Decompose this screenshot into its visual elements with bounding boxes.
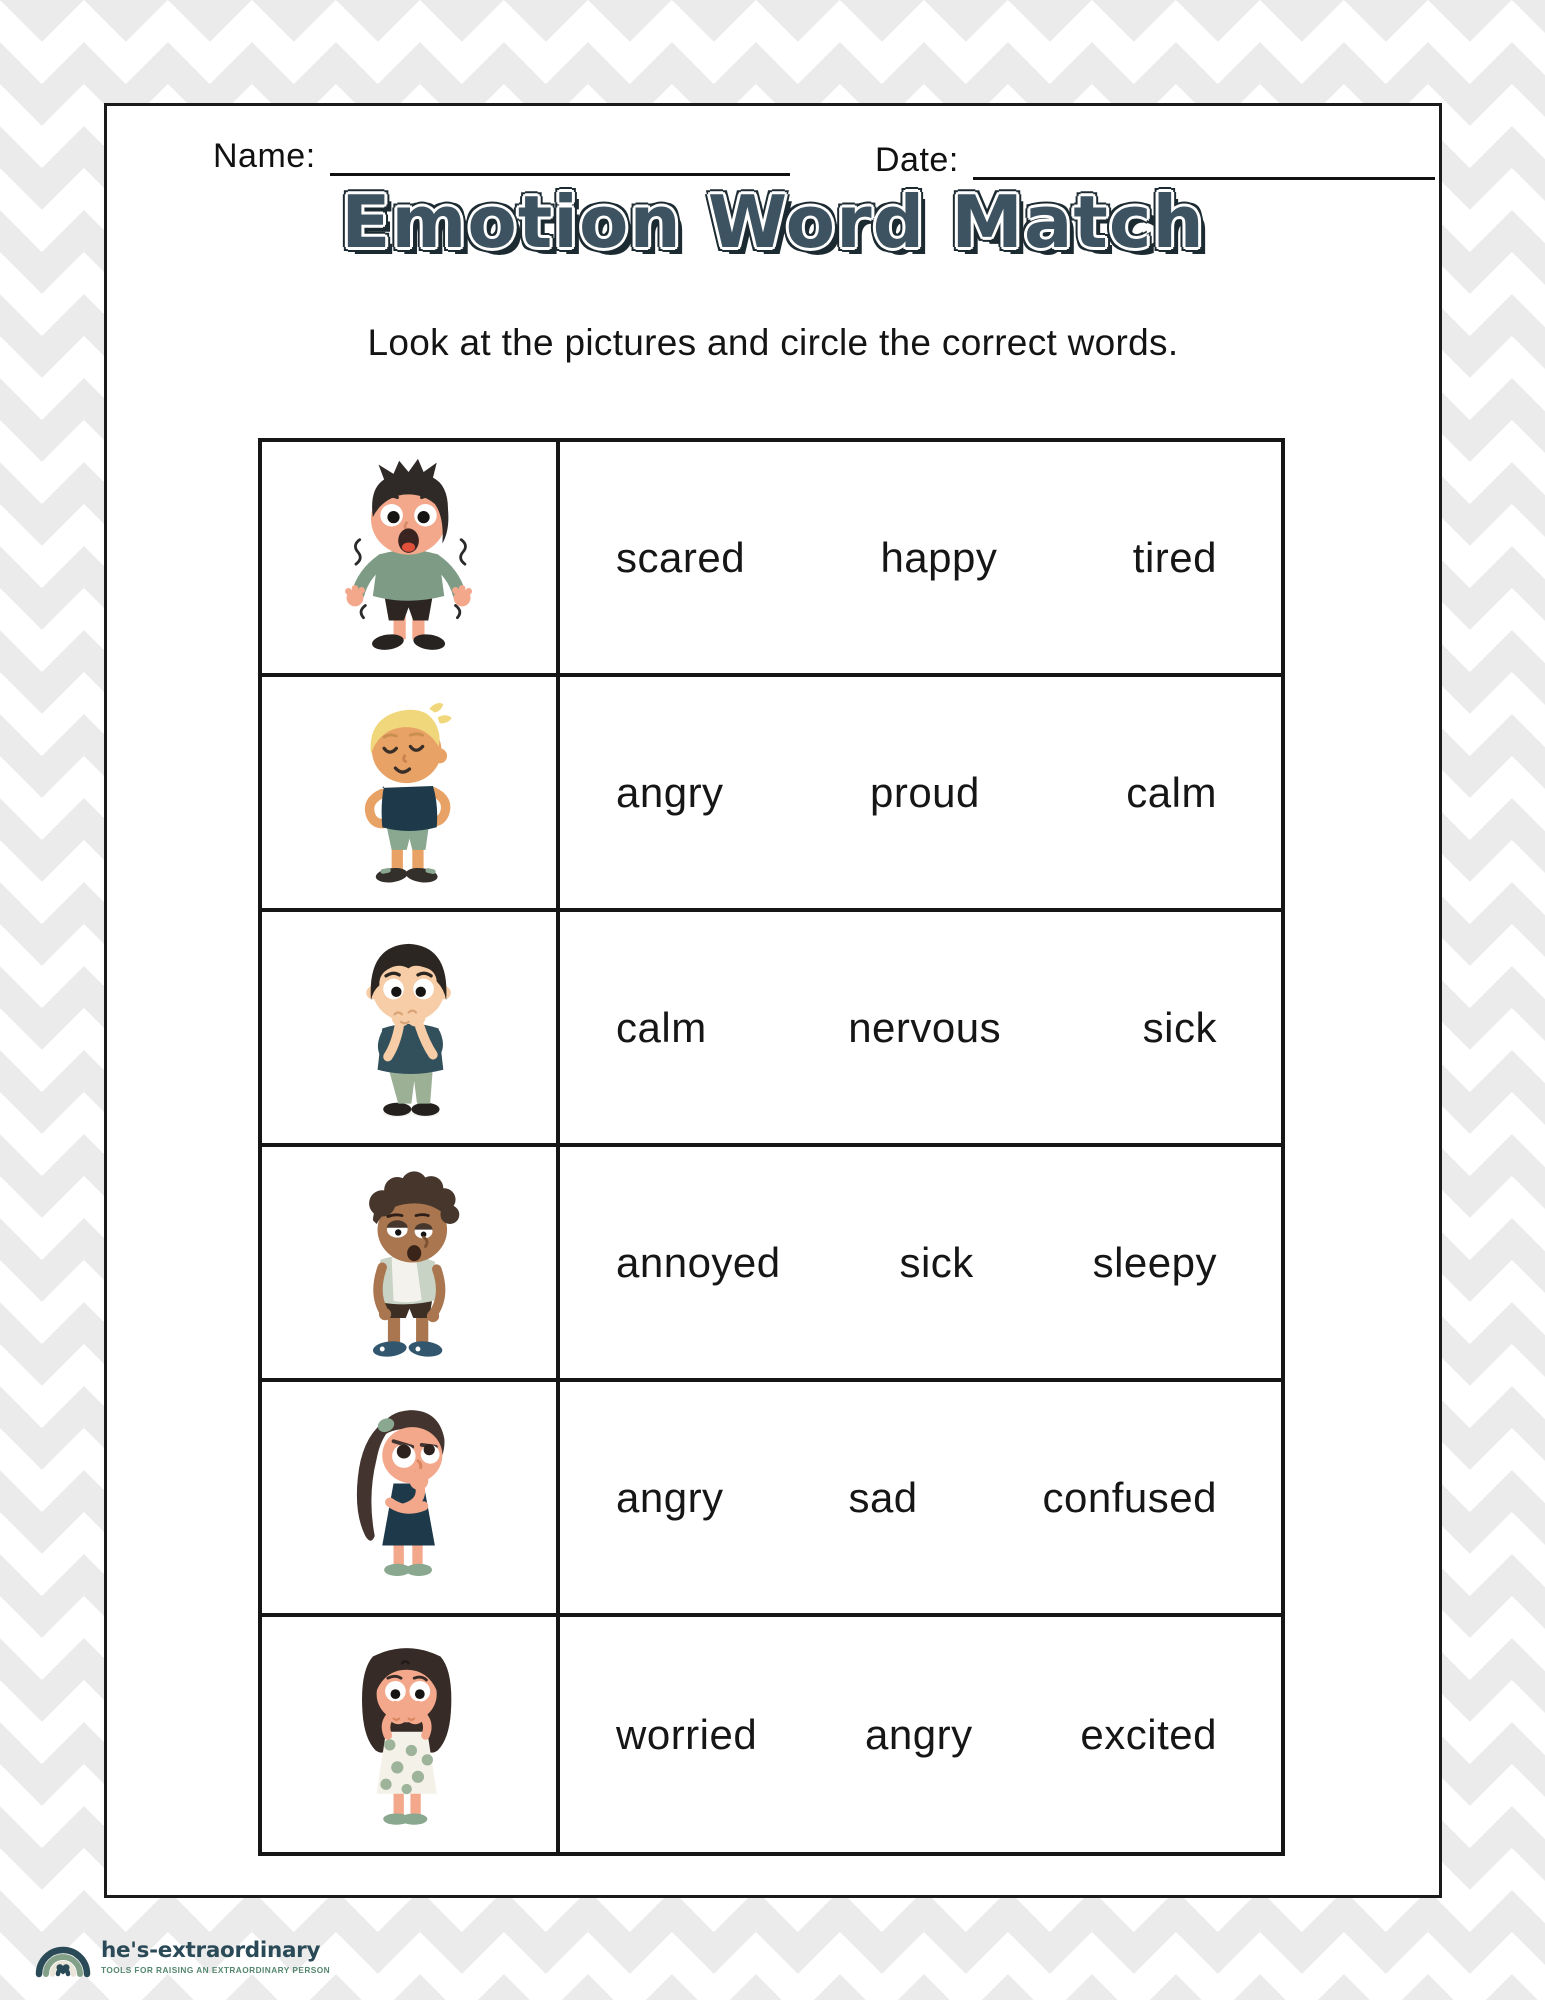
emotion-image-cell [262, 442, 560, 673]
table-row [262, 1382, 1281, 1617]
word-option[interactable]: sick [899, 1238, 974, 1286]
word-option[interactable]: annoyed [616, 1238, 781, 1286]
word-option[interactable]: happy [880, 533, 998, 581]
table-row [262, 1147, 1281, 1382]
word-option[interactable]: proud [869, 768, 980, 816]
word-option[interactable]: angry [616, 1473, 724, 1521]
word-option[interactable]: worried [616, 1710, 758, 1758]
page-title: Emotion Word Match [341, 180, 1205, 264]
footer-logo [34, 1930, 330, 1984]
match-table [258, 438, 1285, 1856]
worksheet-page [104, 103, 1442, 1898]
emotion-image-cell [262, 1382, 560, 1613]
rainbow-heart-icon [34, 1930, 92, 1984]
table-row [262, 912, 1281, 1147]
table-row [262, 1617, 1281, 1852]
word-options-cell [560, 442, 1281, 673]
emotion-image-cell [262, 1617, 560, 1852]
word-option[interactable]: angry [616, 768, 724, 816]
word-option[interactable]: calm [616, 1003, 707, 1051]
word-options-cell [560, 1382, 1281, 1613]
word-option[interactable]: excited [1080, 1710, 1217, 1758]
proud-child-illustration [324, 692, 493, 894]
angry-child-illustration [324, 1397, 493, 1599]
word-option[interactable]: sad [848, 1473, 918, 1521]
word-option[interactable]: nervous [848, 1003, 1002, 1051]
word-option[interactable]: calm [1126, 768, 1217, 816]
logo-name: he's-extraordinary [101, 1938, 321, 1964]
word-option[interactable]: confused [1042, 1473, 1217, 1521]
word-option[interactable]: scared [616, 533, 746, 581]
word-options-cell [560, 912, 1281, 1143]
scared-child-illustration [324, 457, 493, 659]
nervous-child-illustration [324, 927, 493, 1129]
table-row [262, 677, 1281, 912]
word-option[interactable]: angry [865, 1710, 973, 1758]
emotion-image-cell [262, 1147, 560, 1378]
emotion-image-cell [262, 912, 560, 1143]
date-label: Date: [875, 141, 959, 179]
logo-tagline: TOOLS FOR RAISING AN EXTRAORDINARY PERSON [101, 1964, 331, 1975]
sleepy-child-illustration [324, 1162, 493, 1364]
table-row [262, 442, 1281, 677]
word-options-cell [560, 1147, 1281, 1378]
worried-child-illustration [324, 1634, 493, 1836]
name-label: Name: [213, 137, 316, 175]
page-subtitle: Look at the pictures and circle the correct words. [367, 322, 1179, 363]
emotion-image-cell [262, 677, 560, 908]
word-option[interactable]: sleepy [1092, 1238, 1217, 1286]
word-option[interactable]: tired [1132, 533, 1217, 581]
logo-text-block [101, 1939, 330, 1975]
word-options-cell [560, 677, 1281, 908]
word-option[interactable]: sick [1142, 1003, 1217, 1051]
word-options-cell [560, 1617, 1281, 1852]
